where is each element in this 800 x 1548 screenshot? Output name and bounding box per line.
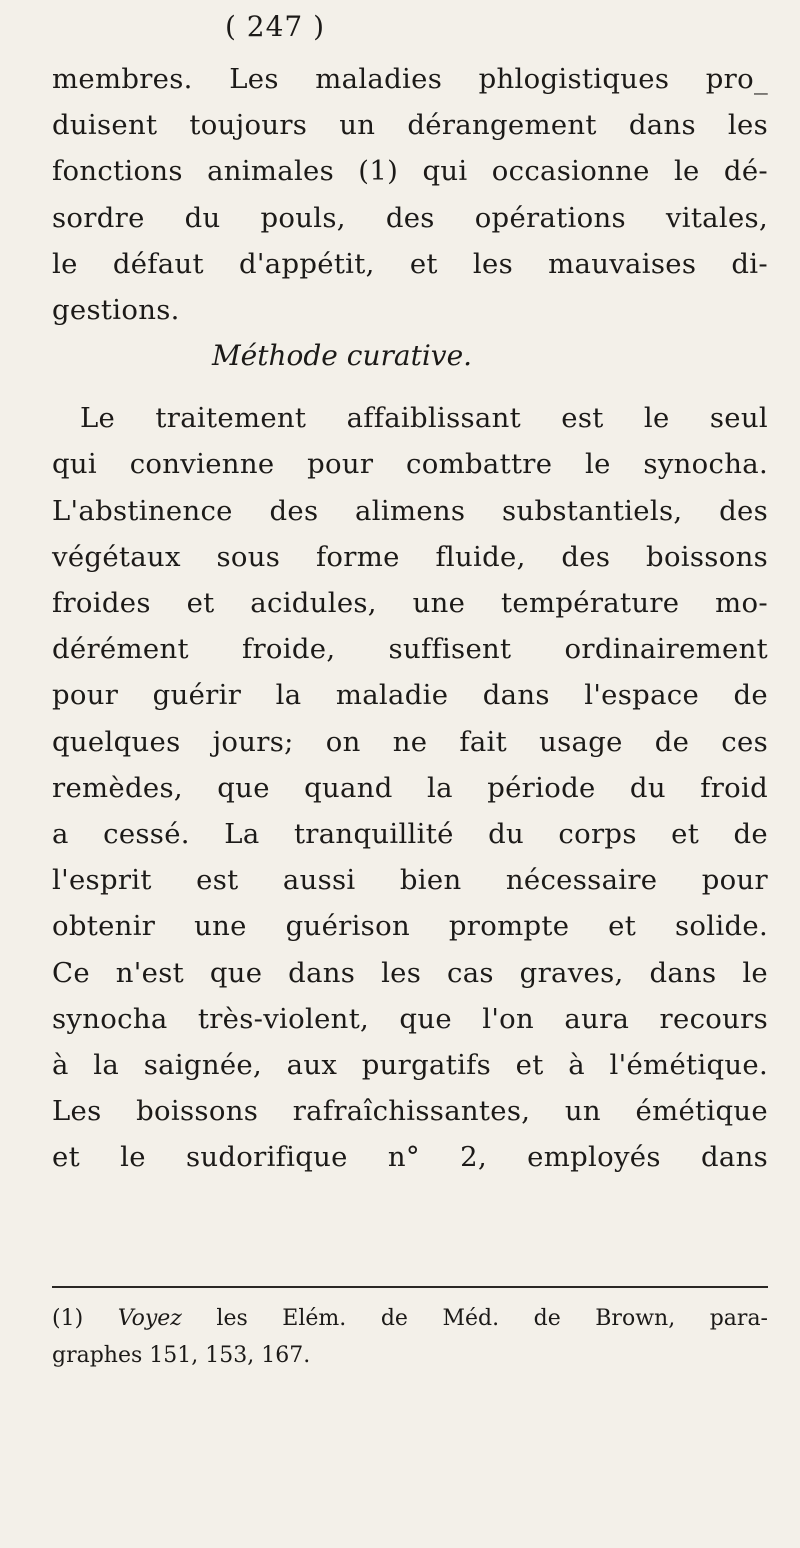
text-line: dérément froide, suffisent ordinairement <box>52 633 768 666</box>
text-line: membres. Les maladies phlogistiques pro_ <box>52 63 768 95</box>
body-text <box>52 56 768 1181</box>
footnote-divider <box>52 1286 768 1288</box>
text-line: froides et acidules, une température mo- <box>52 587 768 620</box>
footnote-line <box>52 1300 768 1337</box>
text-line: Les boissons rafraîchissantes, un émétique <box>52 1095 768 1128</box>
text-line: et le sudorifique n° 2, employés dans <box>52 1141 768 1174</box>
footnote-reference: les Elém. de Méd. de Brown, para- <box>216 1306 768 1331</box>
text-line: a cessé. La tranquillité du corps et de <box>52 818 768 851</box>
footnote <box>52 1300 768 1374</box>
footnote-see: Voyez <box>117 1306 182 1331</box>
footnote-marker: (1) <box>52 1306 84 1331</box>
text-line: remèdes, que quand la période du froid <box>52 771 768 804</box>
text-line: Le traitement affaiblissant est le seul <box>80 402 768 435</box>
text-line: gestions. <box>52 294 180 327</box>
text-line: fonctions animales (1) qui occasionne le dé- <box>52 155 768 188</box>
text-line: duisent toujours un dérangement dans les <box>52 109 768 142</box>
text-line: le défaut d'appétit, et les mauvaises di- <box>52 247 768 280</box>
text-line: Ce n'est que dans les cas graves, dans le <box>52 956 768 989</box>
section-heading: Méthode curative. <box>212 339 473 373</box>
text-line: obtenir une guérison prompte et solide. <box>52 910 768 943</box>
text-line: pour guérir la maladie dans l'espace de <box>52 679 768 712</box>
text-line: synocha très-violent, que l'on aura recours <box>52 1002 768 1035</box>
text-line: L'abstinence des alimens substantiels, des <box>52 494 768 527</box>
text-line: qui convienne pour combattre le synocha. <box>52 448 768 481</box>
text-line: l'esprit est aussi bien nécessaire pour <box>52 864 768 897</box>
text-line: à la saignée, aux purgatifs et à l'émétique. <box>52 1049 768 1082</box>
footnote-line: graphes 151, 153, 167. <box>52 1343 311 1368</box>
text-line: sordre du pouls, des opérations vitales, <box>52 201 768 234</box>
text-line: quelques jours; on ne fait usage de ces <box>52 725 768 758</box>
page-number: ( 247 ) <box>224 10 326 43</box>
text-line: végétaux sous forme fluide, des boissons <box>52 540 768 573</box>
